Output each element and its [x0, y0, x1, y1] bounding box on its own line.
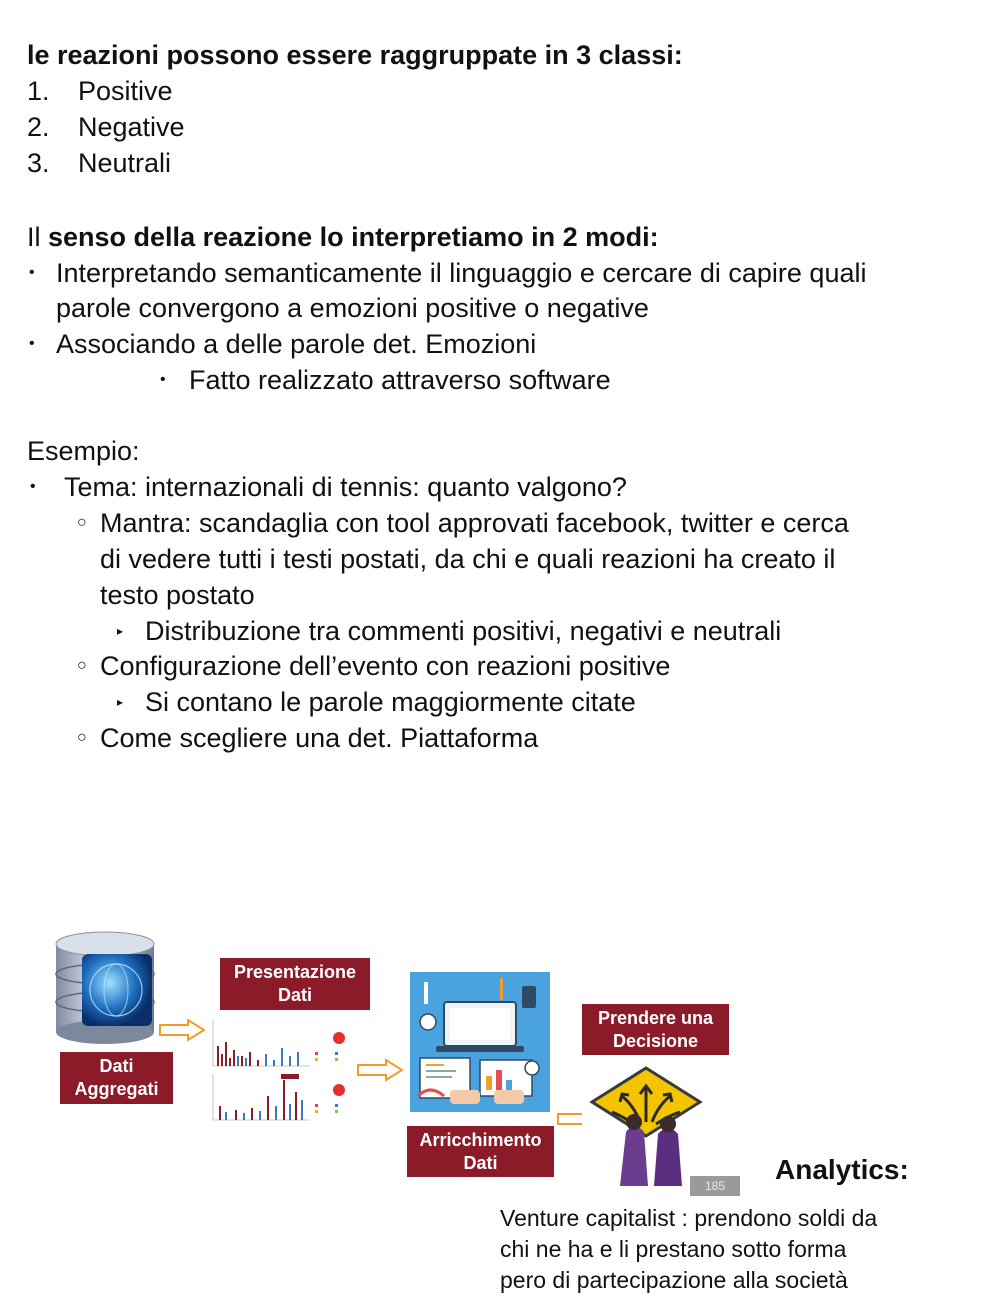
- example-label: Esempio:: [27, 436, 140, 466]
- step-label-line: Presentazione: [233, 962, 357, 982]
- list-item: Come scegliere una det. Piattaforma: [100, 723, 539, 753]
- list-number: 3.: [27, 148, 50, 178]
- list-item: Positive: [78, 76, 173, 106]
- step-label-line: Aggregati: [74, 1079, 159, 1099]
- heading-modes-prefix: Il: [27, 222, 49, 252]
- list-item: Distribuzione tra commenti positivi, negativi e neutrali: [145, 616, 782, 646]
- list-item: Tema: internazionali di tennis: quanto valgono?: [64, 472, 627, 502]
- analytics-label: Analytics:: [775, 1154, 909, 1185]
- step-label-line: Dati: [277, 985, 312, 1005]
- note-line: pero di partecipazione alla società: [500, 1267, 848, 1293]
- note-line: Venture capitalist : prendono soldi da: [500, 1205, 878, 1231]
- arrow-right-icon: [158, 1018, 206, 1042]
- step-label-line: Prendere una: [597, 1007, 714, 1028]
- circle-bullet-icon: ○: [77, 514, 87, 531]
- bullet-icon: •: [160, 371, 166, 388]
- list-item: parole convergono a emozioni positive o negative: [56, 293, 649, 323]
- step-label-line: Dati: [99, 1056, 134, 1076]
- circle-bullet-icon: ○: [77, 729, 87, 746]
- heading-modes-bold: senso della reazione lo interpretiamo in 2 modi:: [48, 222, 659, 252]
- list-item: Interpretando semanticamente il linguaggio e cercare di capire quali: [56, 258, 867, 288]
- list-item: Negative: [78, 112, 185, 142]
- list-item: di vedere tutti i testi postati, da chi e quali reazioni ha creato il: [100, 544, 836, 574]
- list-item: Mantra: scandaglia con tool approvati facebook, twitter e cerca: [100, 508, 849, 538]
- step-label-line: Decisione: [612, 1030, 699, 1051]
- workspace-illustration-icon: [410, 972, 550, 1112]
- step-label-line: Arricchimento: [419, 1129, 542, 1150]
- bullet-icon: •: [29, 264, 35, 281]
- list-item: testo postato: [100, 580, 255, 610]
- note-line: chi ne ha e li prestano sotto forma: [500, 1236, 847, 1262]
- triangle-bullet-icon: ▸: [117, 695, 124, 709]
- list-item: Fatto realizzato attraverso software: [189, 365, 611, 395]
- list-number: 2.: [27, 112, 50, 142]
- list-number: 1.: [27, 76, 50, 106]
- step-label-data-presentation: [220, 958, 370, 1010]
- list-item: Configurazione dell’evento con reazioni positive: [100, 651, 671, 681]
- bullet-icon: •: [29, 335, 35, 352]
- step-label-make-decision: [582, 1004, 729, 1055]
- triangle-bullet-icon: ▸: [117, 624, 124, 638]
- page-number-badge: 185: [690, 1176, 740, 1196]
- arrow-right-icon: [356, 1058, 404, 1082]
- heading-classes: le reazioni possono essere raggruppate in 3 classi:: [27, 40, 683, 70]
- list-item: Associando a delle parole det. Emozioni: [56, 329, 537, 359]
- circle-bullet-icon: ○: [77, 657, 87, 674]
- mini-charts-icon: [205, 1016, 365, 1124]
- database-icon: [50, 930, 160, 1048]
- decision-illustration-icon: [582, 1062, 720, 1186]
- heading-modes: [27, 219, 659, 255]
- list-item: Neutrali: [78, 148, 172, 178]
- step-label-data-enrichment: [407, 1126, 554, 1177]
- step-label-aggregated-data: [60, 1052, 173, 1104]
- list-item: Si contano le parole maggiormente citate: [145, 687, 636, 717]
- bullet-icon: •: [30, 478, 36, 495]
- step-label-line: Dati: [463, 1152, 498, 1173]
